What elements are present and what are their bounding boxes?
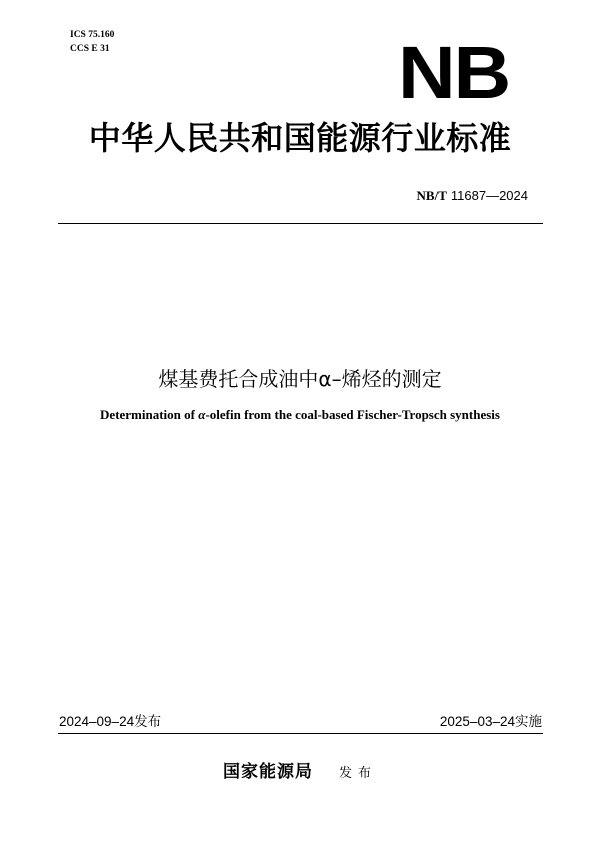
nb-logo: NB — [398, 31, 510, 114]
standard-number-prefix: NB/T — [416, 188, 447, 203]
publisher-action: 发布 — [338, 766, 377, 781]
ics-code: ICS 75.160 — [70, 30, 115, 40]
title-en-alpha: α — [198, 407, 206, 422]
publisher-line — [0, 761, 600, 785]
implementation-date: 2025–03–24实施 — [439, 714, 542, 729]
title-en-rest: -olefin from the coal-based Fischer-Tropsch synthesis — [205, 407, 500, 422]
bottom-divider — [58, 733, 543, 734]
standard-number-value: 11687—2024 — [450, 188, 528, 203]
ccs-code: CCS E 31 — [70, 44, 110, 54]
document-title-chinese: 煤基费托合成油中α–烯烃的测定 — [158, 367, 442, 391]
issue-date: 2024–09–24发布 — [59, 714, 162, 729]
document-title-english — [0, 407, 600, 423]
standard-number — [417, 188, 528, 204]
title-en-prefix: Determination of — [100, 407, 199, 422]
standard-category-title: 中华人民共和国能源行业标准 — [88, 119, 512, 157]
top-divider — [58, 223, 543, 224]
publisher-name: 国家能源局 — [222, 762, 313, 782]
